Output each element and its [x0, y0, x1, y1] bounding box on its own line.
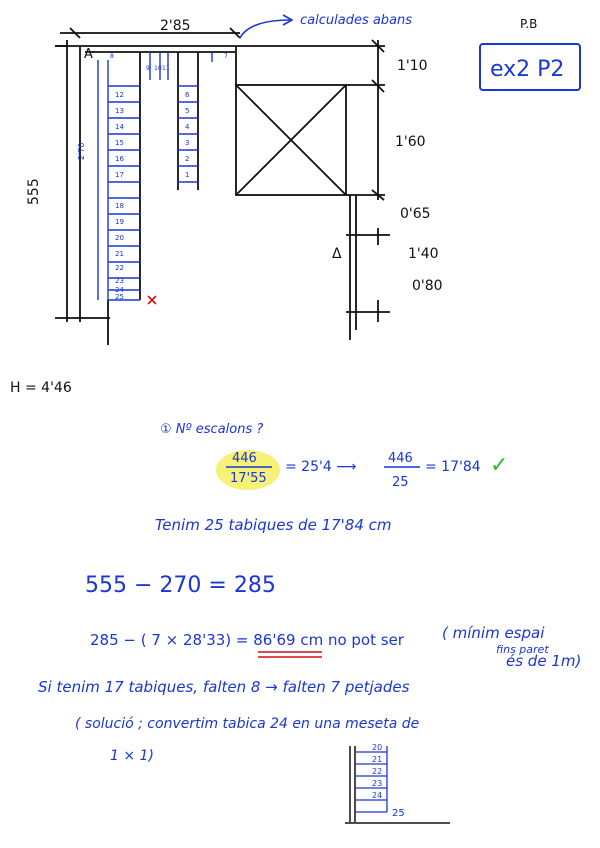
dim-1-40: 1'40	[408, 246, 439, 262]
fraction1-denominator: 17'55	[230, 471, 267, 486]
step-10: 10	[154, 65, 162, 72]
step-8: 8	[110, 53, 114, 60]
sketch-step-23: 23	[372, 779, 383, 788]
start-cross	[148, 296, 156, 304]
solution-line-2: 1 × 1)	[110, 748, 154, 764]
subtraction-line: 555 − 270 = 285	[85, 573, 276, 598]
dim-0-80: 0'80	[412, 278, 443, 294]
annotation-arrow	[240, 20, 290, 38]
sketch-step-24: 24	[372, 791, 383, 800]
calc-note-3: és de 1m)	[506, 652, 582, 670]
fraction1-numerator: 446	[232, 451, 257, 466]
step-20: 20	[115, 234, 124, 242]
annotation-calculated: calculades abans	[300, 13, 413, 28]
sketch-step-20: 20	[372, 743, 383, 752]
step-9: 9	[146, 65, 150, 72]
calc-note-2: fins paret	[496, 643, 549, 656]
left-step-numbers	[115, 91, 124, 301]
step-2: 2	[185, 155, 190, 163]
bottom-sketch-numbers	[372, 743, 382, 800]
dim-1-60: 1'60	[395, 134, 426, 150]
bottom-sketch-steps	[355, 746, 387, 812]
fraction2-numerator: 446	[388, 451, 413, 466]
conclusion-line: Tenim 25 tabiques de 17'84 cm	[155, 516, 392, 534]
step-1: 1	[185, 171, 190, 179]
dim-0-65: 0'65	[400, 206, 431, 222]
solution-line-1: ( solució ; convertim tabica 24 en una meseta de	[75, 716, 420, 732]
step-4: 4	[185, 123, 190, 131]
sketch-step-22: 22	[372, 767, 383, 776]
step-13: 13	[115, 107, 124, 115]
top-step-numbers	[110, 53, 228, 72]
step-23: 23	[115, 277, 124, 285]
exercise-label: ex2 P2	[490, 57, 565, 82]
dim-1-10: 1'10	[397, 58, 428, 74]
missing-steps-line: Si tenim 17 tabiques, falten 8 → falten 7 petjades	[38, 678, 410, 696]
plan-height-label: 555	[26, 178, 42, 205]
step-18: 18	[115, 202, 124, 210]
step-25: 25	[115, 293, 124, 301]
height-value: H = 4'46	[10, 380, 72, 396]
step-14: 14	[115, 123, 124, 131]
label-pb: P.B	[520, 17, 538, 31]
calc-note-1: ( mínim espai	[442, 624, 545, 642]
sketch-end-label: 25	[392, 808, 405, 819]
step-16: 16	[115, 155, 124, 163]
point-a-label: A	[84, 47, 93, 62]
step-15: 15	[115, 139, 124, 147]
step-3: 3	[185, 139, 190, 147]
calc-underline	[258, 652, 322, 657]
step-7: 7	[224, 53, 228, 60]
equation1-result: = 25'4 ⟶	[285, 459, 357, 475]
calc-line: 285 − ( 7 × 28'33) = 86'69 cm no pot ser	[90, 631, 404, 649]
floor-plan	[55, 28, 390, 345]
step-17: 17	[115, 171, 124, 179]
fraction2-denominator: 25	[392, 475, 409, 490]
question-1: ① Nº escalons ?	[160, 422, 264, 437]
step-11: 11	[162, 65, 170, 72]
equation2-result: = 17'84	[425, 459, 481, 475]
step-22: 22	[115, 264, 124, 272]
check-mark: ✓	[490, 453, 509, 478]
sketch-step-21: 21	[372, 755, 383, 764]
step-12: 12	[115, 91, 124, 99]
step-6: 6	[185, 91, 190, 99]
step-21: 21	[115, 250, 124, 258]
plan-width-label: 2'85	[160, 18, 191, 34]
triangle-mark: Δ	[332, 246, 342, 262]
step-19: 19	[115, 218, 124, 226]
flight-length-label: 2'70	[77, 142, 86, 160]
step-5: 5	[185, 107, 190, 115]
step-24: 24	[115, 286, 124, 294]
